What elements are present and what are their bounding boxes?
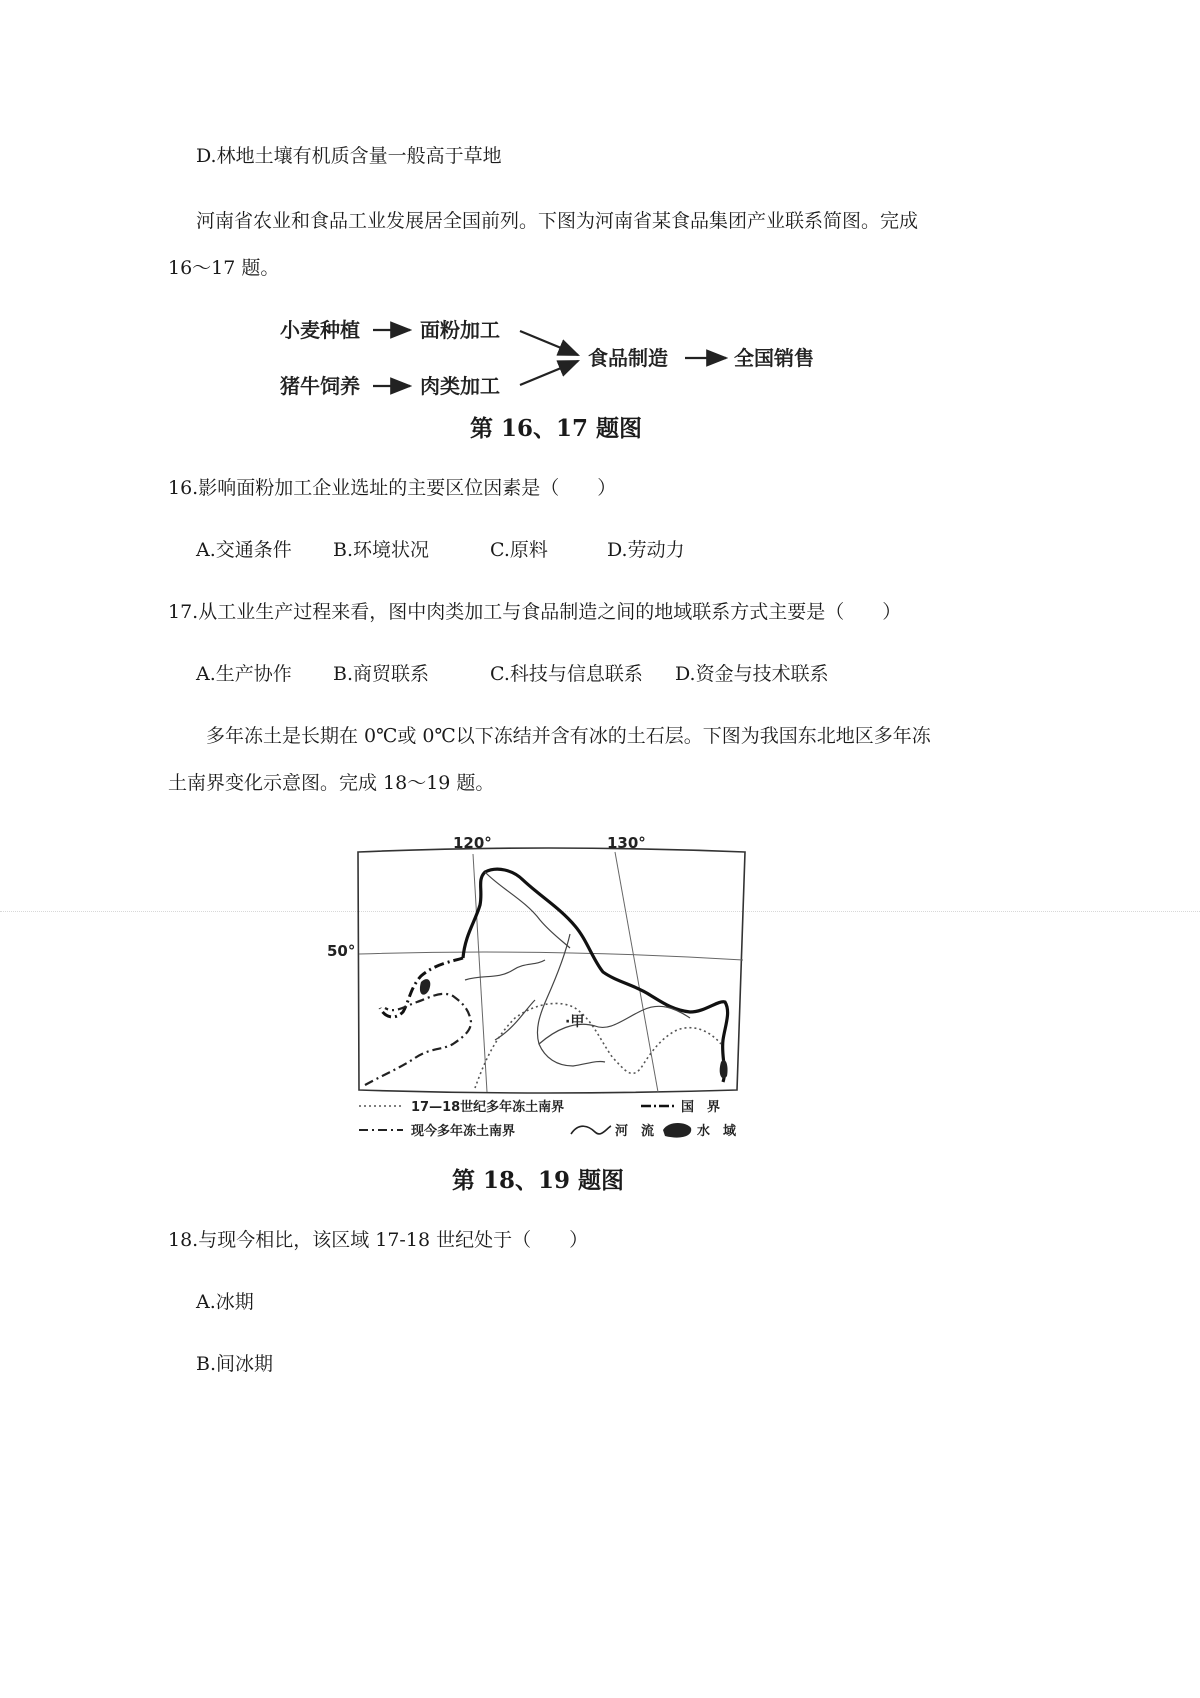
lat-label-50: 50° (327, 942, 356, 960)
legend-water: 水 域 (697, 1124, 737, 1139)
q17-option-d: D.资金与技术联系 (675, 663, 829, 685)
node-flour: 面粉加工 (420, 318, 500, 342)
node-livestock: 猪牛饲养 (280, 374, 360, 398)
node-sales: 全国销售 (734, 346, 814, 370)
legend-water-symbol (663, 1123, 691, 1138)
q17-stem: 17.从工业生产过程来看，图中肉类加工与食品制造之间的地域联系方式主要是（ ） (168, 601, 902, 623)
arrow-flour-food (520, 331, 578, 355)
water-body-east (720, 1060, 728, 1078)
lon-label-130: 130° (607, 834, 646, 852)
legend-national-border: 国 界 (681, 1100, 721, 1115)
arrow-meat-food (520, 361, 578, 385)
q16-option-c: C.原料 (490, 539, 548, 561)
figure-caption-18-19: 第 18、19 题图 (452, 1167, 625, 1194)
river-songhua (539, 1006, 690, 1044)
water-body (420, 979, 430, 994)
legend-old-boundary: 17—18世纪多年冻土南界 (411, 1100, 565, 1115)
historic-permafrost-boundary (475, 1003, 721, 1088)
legend-river: 河 流 (615, 1124, 655, 1139)
q17-option-a: A.生产协作 (196, 663, 292, 685)
node-wheat: 小麦种植 (280, 318, 360, 342)
present-permafrost-boundary (365, 994, 471, 1085)
intro-18-19-line2: 土南界变化示意图。完成 18～19 题。 (168, 772, 495, 794)
node-meat: 肉类加工 (420, 374, 500, 398)
q17-option-b: B.商贸联系 (333, 663, 430, 685)
q16-option-b: B.环境状况 (333, 539, 430, 561)
place-jia: ·甲 (565, 1014, 585, 1030)
intro-16-17-line2: 16～17 题。 (168, 257, 280, 279)
figure-caption-16-17: 第 16、17 题图 (470, 415, 643, 442)
q16-option-a: A.交通条件 (196, 539, 292, 561)
q15-option-d: D.林地土壤有机质含量一般高于草地 (196, 145, 502, 167)
permafrost-map (325, 830, 765, 1160)
intro-18-19-line1: 多年冻土是长期在 0℃或 0℃以下冻结并含有冰的土石层。下图为我国东北地区多年冻 (206, 725, 931, 747)
lon-label-120: 120° (453, 834, 492, 852)
legend-river-symbol (571, 1126, 611, 1134)
national-border (463, 869, 728, 1082)
intro-16-17-line1: 河南省农业和食品工业发展居全国前列。下图为河南省某食品集团产业联系简图。完成 (196, 210, 919, 232)
legend-new-boundary: 现今多年冻土南界 (411, 1124, 516, 1139)
industry-flow-diagram (270, 305, 850, 405)
q18-option-a: A.冰期 (196, 1291, 254, 1313)
parallel-50 (359, 952, 743, 960)
q17-option-c: C.科技与信息联系 (490, 663, 643, 685)
river-west (465, 960, 545, 980)
q16-option-d: D.劳动力 (607, 539, 685, 561)
node-food: 食品制造 (588, 346, 668, 370)
q16-stem: 16.影响面粉加工企业选址的主要区位因素是（ ） (168, 477, 617, 499)
meridian-130 (615, 852, 658, 1092)
q18-stem: 18.与现今相比，该区域 17-18 世纪处于（ ） (168, 1229, 589, 1251)
q18-option-b: B.间冰期 (196, 1353, 274, 1375)
